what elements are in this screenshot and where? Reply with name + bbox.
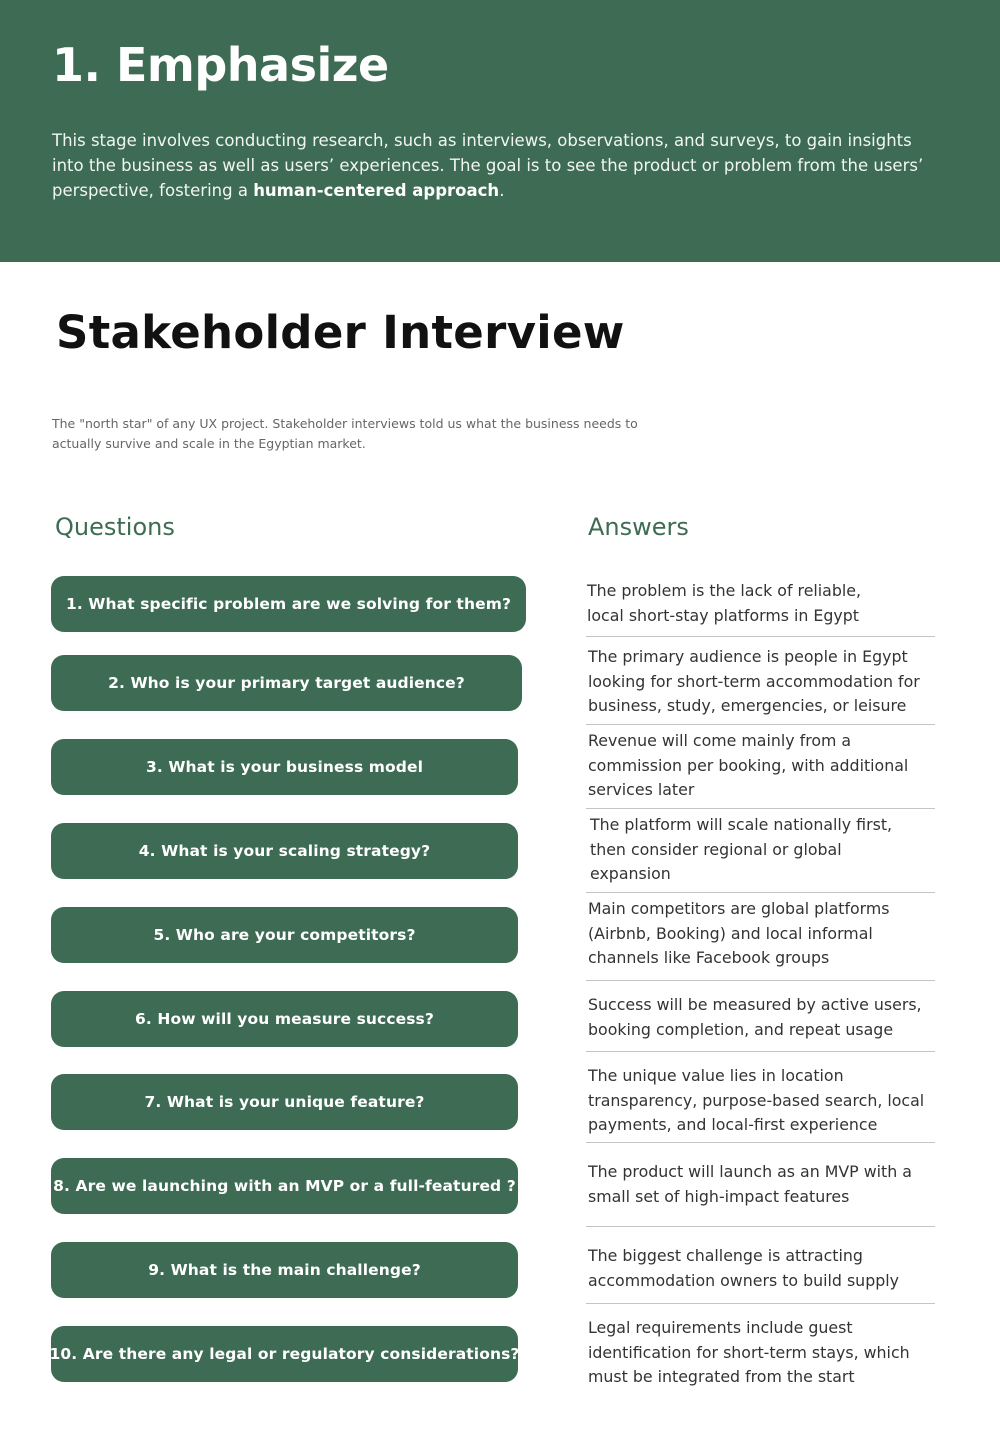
question-pill: 2. Who is your primary target audience? [51,655,522,711]
answer-divider [586,1142,935,1143]
stage-description-end: . [499,181,505,200]
answer-text: The product will launch as an MVP with a small set of high-impact features [588,1162,912,1206]
answer-text: The platform will scale nationally first, then consider regional or global expansion [590,815,893,883]
answer-divider [586,980,935,981]
answer-divider [586,1051,935,1052]
answer-divider [586,724,935,725]
answer-text: Main competitors are global platforms (Airbnb, Booking) and local informal channels like Facebook groups [588,899,890,967]
stage-description-text: This stage involves conducting research, such as interviews, observations, and surveys, to gain insights into the business as well as users’ experiences. The goal is to see the product or problem from the users’ perspective, fostering a [52,131,924,200]
question-pill: 9. What is the main challenge? [51,1242,518,1298]
question-pill: 3. What is your business model [51,739,518,795]
hero-banner [0,0,1000,262]
question-pill: 4. What is your scaling strategy? [51,823,518,879]
section-subtitle: The "north star" of any UX project. Stakeholder interviews told us what the business needs to actually survive and scale in the Egyptian market. [52,416,638,451]
stage-description [52,128,932,203]
question-pill: 1. What specific problem are we solving for them? [51,576,526,632]
stage-title: 1. Emphasize [52,38,389,92]
answer-text: The primary audience is people in Egypt looking for short-term accommodation for business, study, emergencies, or leisure [588,647,920,715]
answer-divider [586,892,935,893]
answer-divider [586,1303,935,1304]
question-pill: 6. How will you measure success? [51,991,518,1047]
answer-text: Revenue will come mainly from a commission per booking, with additional services later [588,731,909,799]
answer-divider [586,636,935,637]
question-pill: 7. What is your unique feature? [51,1074,518,1130]
question-pill: 8. Are we launching with an MVP or a full-featured ? [51,1158,518,1214]
question-pill: 10. Are there any legal or regulatory considerations? [51,1326,518,1382]
answer-text: The problem is the lack of reliable, local short-stay platforms in Egypt [587,581,862,625]
question-pill: 5. Who are your competitors? [51,907,518,963]
answer-text: Legal requirements include guest identification for short-term stays, which must be integrated from the start [588,1318,910,1386]
answer-text: The biggest challenge is attracting accommodation owners to build supply [588,1246,899,1290]
answers-heading: Answers [588,513,689,541]
answer-divider [586,808,935,809]
answer-divider [586,1226,935,1227]
section-title: Stakeholder Interview [56,306,625,359]
questions-heading: Questions [55,513,175,541]
answer-text: The unique value lies in location transparency, purpose-based search, local payments, and local-first experience [588,1066,925,1134]
stage-description-emphasis: human-centered approach [253,181,500,200]
answer-text: Success will be measured by active users, booking completion, and repeat usage [588,995,922,1039]
